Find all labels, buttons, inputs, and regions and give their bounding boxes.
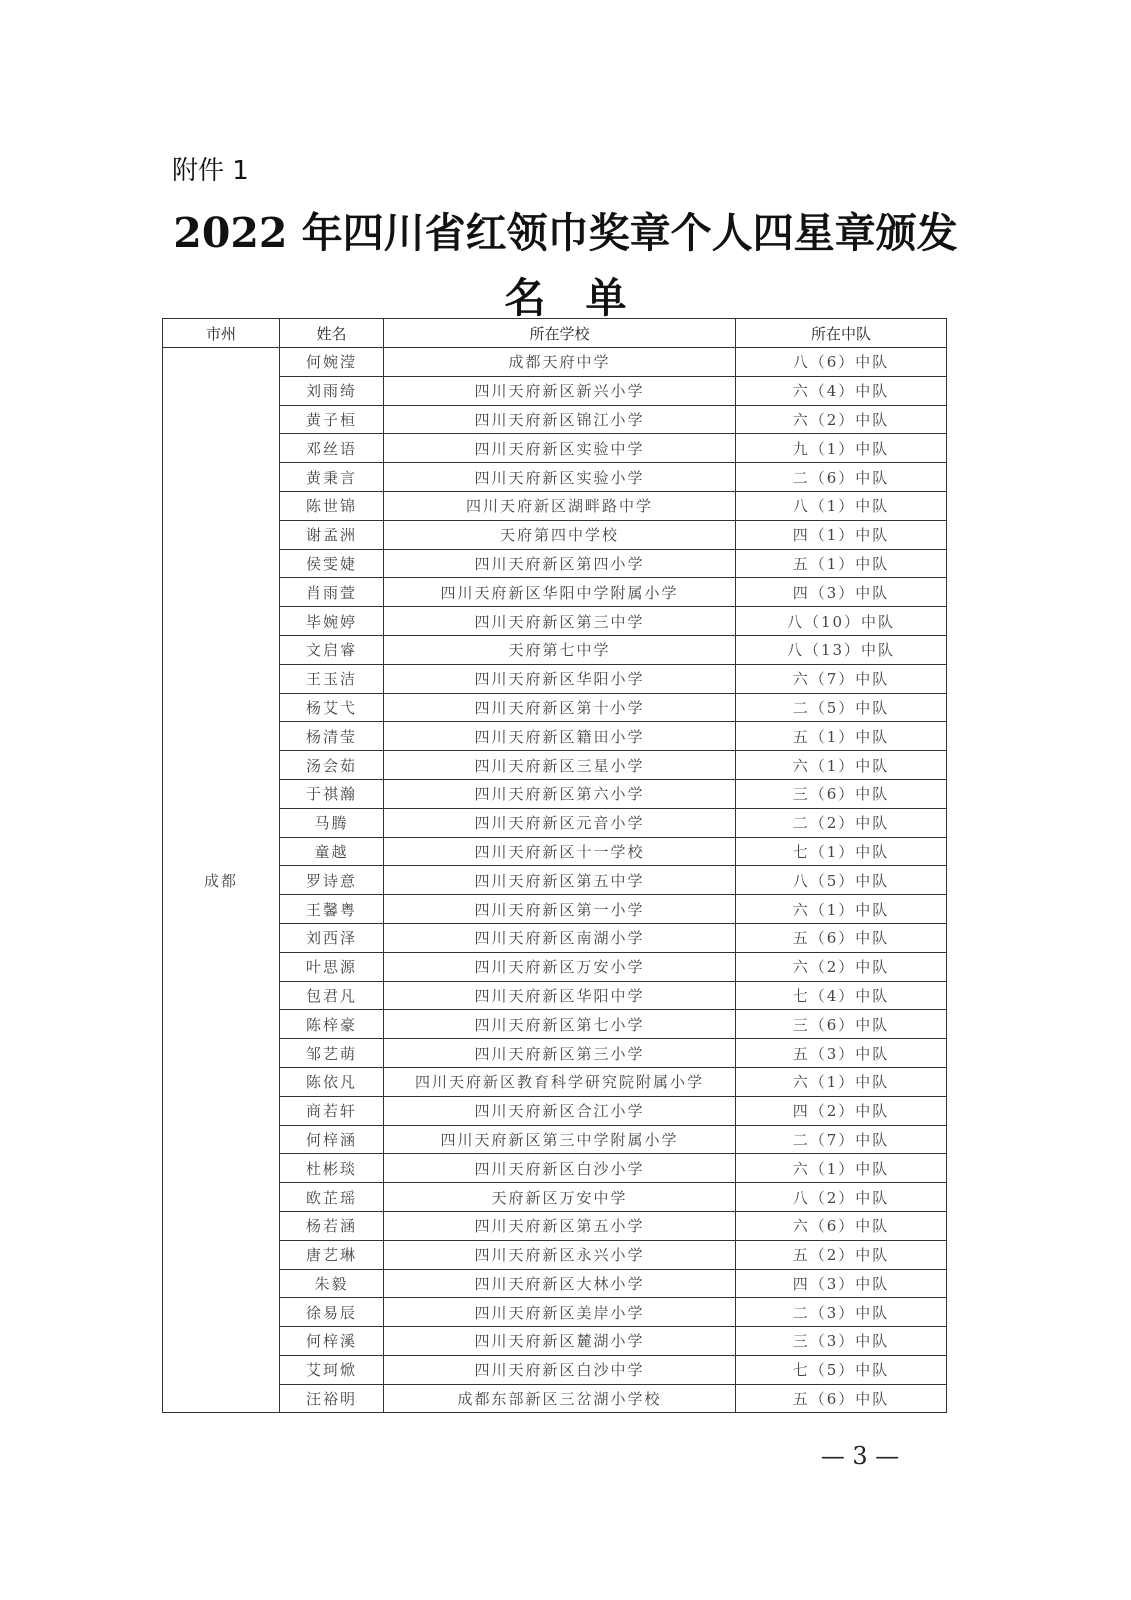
name-cell: 黄秉言 bbox=[280, 463, 384, 492]
squad-cell: 六（1）中队 bbox=[736, 1154, 947, 1183]
name-cell: 徐易辰 bbox=[280, 1298, 384, 1327]
name-cell: 邹艺萌 bbox=[280, 1039, 384, 1068]
table-row bbox=[163, 434, 947, 463]
name-cell: 杜彬琰 bbox=[280, 1154, 384, 1183]
table-row bbox=[163, 405, 947, 434]
school-cell: 四川天府新区实验小学 bbox=[384, 463, 736, 492]
name-cell: 欧芷瑶 bbox=[280, 1183, 384, 1212]
school-cell: 四川天府新区大林小学 bbox=[384, 1269, 736, 1298]
school-cell: 四川天府新区第五中学 bbox=[384, 866, 736, 895]
squad-cell: 四（2）中队 bbox=[736, 1096, 947, 1125]
squad-cell: 五（1）中队 bbox=[736, 722, 947, 751]
squad-cell: 二（6）中队 bbox=[736, 463, 947, 492]
squad-cell: 七（5）中队 bbox=[736, 1355, 947, 1384]
name-cell: 谢孟洲 bbox=[280, 520, 384, 549]
attachment-label: 附件 1 bbox=[172, 156, 249, 186]
school-cell: 成都东部新区三岔湖小学校 bbox=[384, 1384, 736, 1413]
name-cell: 侯雯婕 bbox=[280, 549, 384, 578]
school-cell: 四川天府新区第三中学 bbox=[384, 607, 736, 636]
school-cell: 四川天府新区美岸小学 bbox=[384, 1298, 736, 1327]
squad-cell: 四（1）中队 bbox=[736, 520, 947, 549]
school-cell: 天府新区万安中学 bbox=[384, 1183, 736, 1212]
squad-cell: 三（6）中队 bbox=[736, 1010, 947, 1039]
table-row bbox=[163, 1269, 947, 1298]
school-cell: 天府第七中学 bbox=[384, 635, 736, 664]
table-row bbox=[163, 1183, 947, 1212]
table-row bbox=[163, 664, 947, 693]
squad-cell: 五（2）中队 bbox=[736, 1240, 947, 1269]
name-cell: 汪裕明 bbox=[280, 1384, 384, 1413]
name-cell: 童越 bbox=[280, 837, 384, 866]
table-row bbox=[163, 895, 947, 924]
squad-cell: 五（6）中队 bbox=[736, 1384, 947, 1413]
school-cell: 四川天府新区白沙中学 bbox=[384, 1355, 736, 1384]
table-header-row bbox=[163, 319, 947, 348]
squad-cell: 二（2）中队 bbox=[736, 808, 947, 837]
school-cell: 四川天府新区麓湖小学 bbox=[384, 1327, 736, 1356]
school-cell: 成都天府中学 bbox=[384, 348, 736, 377]
squad-cell: 六（4）中队 bbox=[736, 376, 947, 405]
squad-cell: 二（7）中队 bbox=[736, 1125, 947, 1154]
school-cell: 四川天府新区万安小学 bbox=[384, 952, 736, 981]
column-header-squad: 所在中队 bbox=[736, 319, 947, 348]
roster-table bbox=[162, 318, 947, 1413]
table-row bbox=[163, 1355, 947, 1384]
school-cell: 四川天府新区十一学校 bbox=[384, 837, 736, 866]
table-row bbox=[163, 607, 947, 636]
squad-cell: 七（1）中队 bbox=[736, 837, 947, 866]
table-row bbox=[163, 1096, 947, 1125]
squad-cell: 六（7）中队 bbox=[736, 664, 947, 693]
table-row bbox=[163, 549, 947, 578]
document-title: 2022 年四川省红领巾奖章个人四星章颁发 bbox=[173, 209, 958, 257]
city-cell: 成都 bbox=[163, 348, 280, 1413]
school-cell: 四川天府新区三星小学 bbox=[384, 751, 736, 780]
school-cell: 四川天府新区第一小学 bbox=[384, 895, 736, 924]
squad-cell: 八（6）中队 bbox=[736, 348, 947, 377]
page-number: — 3 — bbox=[820, 1442, 900, 1470]
table-row bbox=[163, 779, 947, 808]
squad-cell: 六（1）中队 bbox=[736, 1067, 947, 1096]
school-cell: 四川天府新区华阳小学 bbox=[384, 664, 736, 693]
school-cell: 四川天府新区合江小学 bbox=[384, 1096, 736, 1125]
name-cell: 陈世锦 bbox=[280, 491, 384, 520]
name-cell: 毕婉婷 bbox=[280, 607, 384, 636]
table-row bbox=[163, 376, 947, 405]
table-row bbox=[163, 1125, 947, 1154]
table-row bbox=[163, 1039, 947, 1068]
roster-body bbox=[163, 348, 947, 1413]
school-cell: 四川天府新区实验中学 bbox=[384, 434, 736, 463]
table-row bbox=[163, 520, 947, 549]
school-cell: 四川天府新区教育科学研究院附属小学 bbox=[384, 1067, 736, 1096]
squad-cell: 四（3）中队 bbox=[736, 1269, 947, 1298]
name-cell: 于祺瀚 bbox=[280, 779, 384, 808]
school-cell: 四川天府新区华阳中学附属小学 bbox=[384, 578, 736, 607]
squad-cell: 六（2）中队 bbox=[736, 405, 947, 434]
school-cell: 四川天府新区南湖小学 bbox=[384, 923, 736, 952]
school-cell: 四川天府新区第五小学 bbox=[384, 1211, 736, 1240]
table-row bbox=[163, 1298, 947, 1327]
squad-cell: 二（3）中队 bbox=[736, 1298, 947, 1327]
squad-cell: 八（5）中队 bbox=[736, 866, 947, 895]
name-cell: 邓丝语 bbox=[280, 434, 384, 463]
school-cell: 四川天府新区新兴小学 bbox=[384, 376, 736, 405]
name-cell: 包君凡 bbox=[280, 981, 384, 1010]
table-row bbox=[163, 923, 947, 952]
squad-cell: 八（13）中队 bbox=[736, 635, 947, 664]
school-cell: 四川天府新区锦江小学 bbox=[384, 405, 736, 434]
document-subtitle: 名单 bbox=[504, 274, 667, 322]
name-cell: 杨清莹 bbox=[280, 722, 384, 751]
squad-cell: 六（6）中队 bbox=[736, 1211, 947, 1240]
school-cell: 四川天府新区白沙小学 bbox=[384, 1154, 736, 1183]
squad-cell: 二（5）中队 bbox=[736, 693, 947, 722]
school-cell: 四川天府新区第三中学附属小学 bbox=[384, 1125, 736, 1154]
name-cell: 文启睿 bbox=[280, 635, 384, 664]
name-cell: 刘西泽 bbox=[280, 923, 384, 952]
name-cell: 陈梓豪 bbox=[280, 1010, 384, 1039]
table-row bbox=[163, 463, 947, 492]
school-cell: 四川天府新区湖畔路中学 bbox=[384, 491, 736, 520]
squad-cell: 三（3）中队 bbox=[736, 1327, 947, 1356]
table-row bbox=[163, 981, 947, 1010]
table-row bbox=[163, 722, 947, 751]
name-cell: 唐艺琳 bbox=[280, 1240, 384, 1269]
squad-cell: 五（3）中队 bbox=[736, 1039, 947, 1068]
table-row bbox=[163, 578, 947, 607]
table-row bbox=[163, 1067, 947, 1096]
name-cell: 商若轩 bbox=[280, 1096, 384, 1125]
name-cell: 叶思源 bbox=[280, 952, 384, 981]
squad-cell: 五（6）中队 bbox=[736, 923, 947, 952]
name-cell: 汤会茹 bbox=[280, 751, 384, 780]
name-cell: 杨若涵 bbox=[280, 1211, 384, 1240]
squad-cell: 八（1）中队 bbox=[736, 491, 947, 520]
name-cell: 王玉洁 bbox=[280, 664, 384, 693]
school-cell: 四川天府新区华阳中学 bbox=[384, 981, 736, 1010]
squad-cell: 三（6）中队 bbox=[736, 779, 947, 808]
school-cell: 四川天府新区永兴小学 bbox=[384, 1240, 736, 1269]
school-cell: 四川天府新区籍田小学 bbox=[384, 722, 736, 751]
school-cell: 四川天府新区第七小学 bbox=[384, 1010, 736, 1039]
table-row bbox=[163, 635, 947, 664]
name-cell: 肖雨萱 bbox=[280, 578, 384, 607]
school-cell: 四川天府新区第三小学 bbox=[384, 1039, 736, 1068]
name-cell: 马腾 bbox=[280, 808, 384, 837]
name-cell: 何婉滢 bbox=[280, 348, 384, 377]
squad-cell: 五（1）中队 bbox=[736, 549, 947, 578]
squad-cell: 六（1）中队 bbox=[736, 751, 947, 780]
table-row bbox=[163, 693, 947, 722]
table-row bbox=[163, 491, 947, 520]
school-cell: 四川天府新区第四小学 bbox=[384, 549, 736, 578]
name-cell: 何梓涵 bbox=[280, 1125, 384, 1154]
table-row bbox=[163, 866, 947, 895]
table-row bbox=[163, 1240, 947, 1269]
name-cell: 朱毅 bbox=[280, 1269, 384, 1298]
squad-cell: 八（10）中队 bbox=[736, 607, 947, 636]
name-cell: 刘雨绮 bbox=[280, 376, 384, 405]
table-row bbox=[163, 348, 947, 377]
column-header-name: 姓名 bbox=[280, 319, 384, 348]
name-cell: 杨艾弋 bbox=[280, 693, 384, 722]
name-cell: 艾珂焮 bbox=[280, 1355, 384, 1384]
table-row bbox=[163, 1384, 947, 1413]
name-cell: 何梓溪 bbox=[280, 1327, 384, 1356]
table-row bbox=[163, 1211, 947, 1240]
squad-cell: 四（3）中队 bbox=[736, 578, 947, 607]
school-cell: 四川天府新区第十小学 bbox=[384, 693, 736, 722]
table-row bbox=[163, 808, 947, 837]
table-row bbox=[163, 952, 947, 981]
table-row bbox=[163, 1327, 947, 1356]
name-cell: 陈依凡 bbox=[280, 1067, 384, 1096]
squad-cell: 九（1）中队 bbox=[736, 434, 947, 463]
table-row bbox=[163, 1010, 947, 1039]
school-cell: 四川天府新区第六小学 bbox=[384, 779, 736, 808]
column-header-city: 市州 bbox=[163, 319, 280, 348]
name-cell: 黄子桓 bbox=[280, 405, 384, 434]
squad-cell: 八（2）中队 bbox=[736, 1183, 947, 1212]
table-row bbox=[163, 751, 947, 780]
squad-cell: 六（2）中队 bbox=[736, 952, 947, 981]
name-cell: 罗诗意 bbox=[280, 866, 384, 895]
table-row bbox=[163, 837, 947, 866]
school-cell: 天府第四中学校 bbox=[384, 520, 736, 549]
table-row bbox=[163, 1154, 947, 1183]
column-header-school: 所在学校 bbox=[384, 319, 736, 348]
squad-cell: 六（1）中队 bbox=[736, 895, 947, 924]
school-cell: 四川天府新区元音小学 bbox=[384, 808, 736, 837]
squad-cell: 七（4）中队 bbox=[736, 981, 947, 1010]
name-cell: 王馨粤 bbox=[280, 895, 384, 924]
